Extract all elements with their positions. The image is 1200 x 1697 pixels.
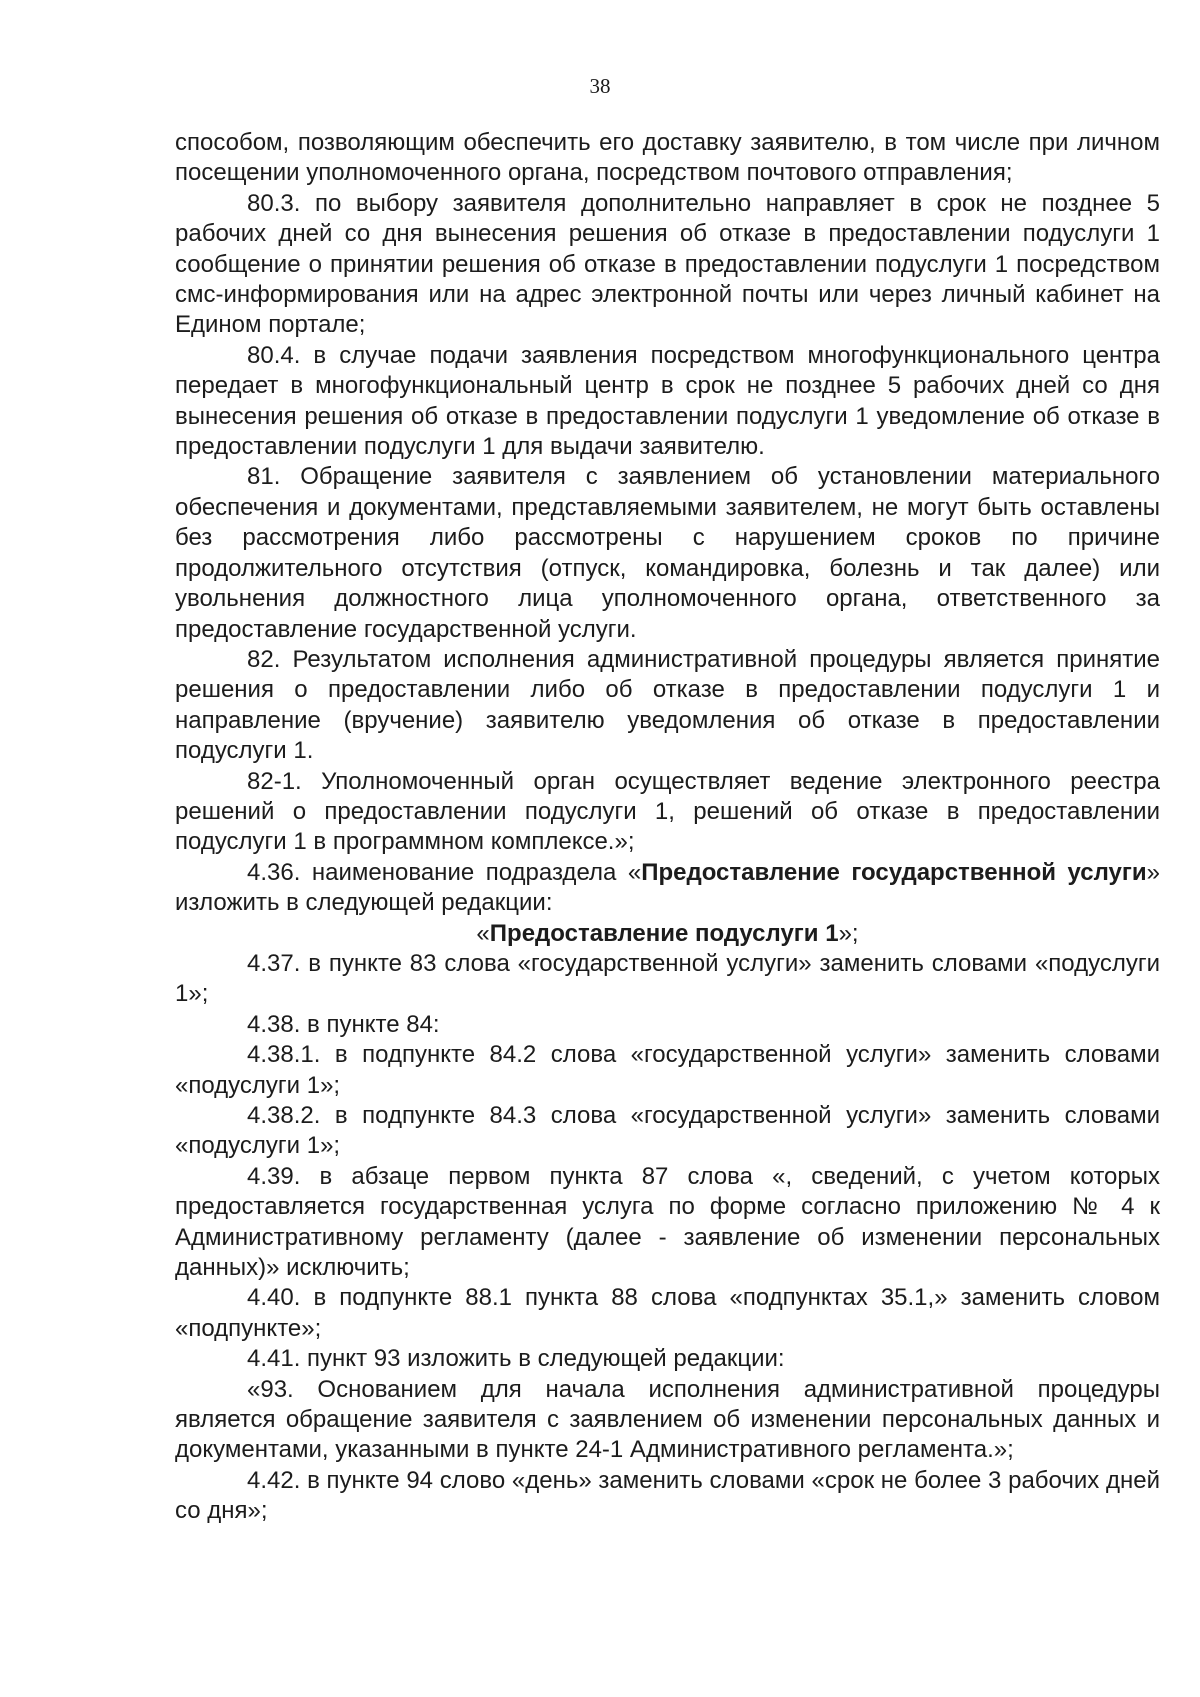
paragraph-82: 82. Результатом исполнения административной процедуры является принятие решения о предоставлении либо об отказе в предоставлении подуслуги 1 и направление (вручение) заявителю уведомления об отказе в предоставлении подуслуги 1. bbox=[175, 645, 1160, 765]
subsection-heading bbox=[175, 919, 1160, 949]
subsection-heading-bold: Предоставление подуслуги 1 bbox=[489, 919, 839, 947]
paragraph-93-quote: «93. Основанием для начала исполнения административной процедуры является обращение заявителя с заявлением об изменении персональных данных и документами, указанными в пункте 24-1 Административного регламента.»; bbox=[175, 1375, 1160, 1464]
paragraph-80-4: 80.4. в случае подачи заявления посредством многофункционального центра передает в многофункциональный центр в срок не позднее 5 рабочих дней со дня вынесения решения об отказе в предоставлении подуслуги 1 уведомление об отказе в предоставлении подуслуги 1 для выдачи заявителю. bbox=[175, 341, 1160, 461]
paragraph-82-1: 82-1. Уполномоченный орган осуществляет ведение электронного реестра решений о предоставлении подуслуги 1, решений об отказе в предоставлении подуслуги 1 в программном комплексе.»; bbox=[175, 767, 1160, 856]
paragraph-81: 81. Обращение заявителя с заявлением об установлении материального обеспечения и документами, представляемыми заявителем, не могут быть оставлены без рассмотрения либо рассмотрены с нарушением сроков по причине продолжительного отсутствия (отпуск, командировка, болезнь и так далее) или увольнения должностного лица уполномоченного органа, ответственного за предоставление государственной услуги. bbox=[175, 463, 1160, 643]
paragraph-continuation: способом, позволяющим обеспечить его доставку заявителю, в том числе при личном посещении уполномоченного органа, посредством почтового отправления; bbox=[175, 129, 1160, 187]
paragraph-4-38: 4.38. в пункте 84: bbox=[247, 1010, 440, 1038]
document-body bbox=[175, 128, 1160, 1527]
paragraph-4-42: 4.42. в пункте 94 слово «день» заменить словами «срок не более 3 рабочих дней со дня»; bbox=[175, 1466, 1160, 1525]
paragraph-4-36-text-before: 4.36. наименование подраздела « bbox=[247, 858, 642, 886]
subsection-heading-close: »; bbox=[838, 919, 859, 947]
paragraph-4-38-2: 4.38.2. в подпункте 84.3 слова «государственной услуги» заменить словами «подуслуги 1»; bbox=[175, 1102, 1160, 1160]
paragraph-4-41: 4.41. пункт 93 изложить в следующей редакции: bbox=[247, 1345, 785, 1373]
paragraph-4-36-bold-title: Предоставление государственной услуги bbox=[641, 858, 1147, 886]
paragraph-4-36 bbox=[175, 858, 1160, 919]
paragraph-4-39: 4.39. в абзаце первом пункта 87 слова «, сведений, с учетом которых предоставляется государственная услуга по форме согласно приложению № 4 к Административному регламенту (далее - заявление об изменении персональных данных)» исключить; bbox=[175, 1162, 1160, 1282]
paragraph-80-3: 80.3. по выбору заявителя дополнительно направляет в срок не позднее 5 рабочих дней со дня вынесения решения об отказе в предоставлении подуслуги 1 сообщение о принятии решения об отказе в предоставлении подуслуги 1 посредством смс-информирования или на адрес электронной почты или через личный кабинет на Едином портале; bbox=[175, 189, 1160, 339]
paragraph-4-38-1: 4.38.1. в подпункте 84.2 слова «государственной услуги» заменить словами «подуслуги 1»; bbox=[175, 1041, 1160, 1099]
subsection-heading-open-quote: « bbox=[476, 919, 490, 947]
paragraph-4-36-text-after: » изложить в следующей редакции: bbox=[175, 858, 1160, 917]
paragraph-4-40: 4.40. в подпункте 88.1 пункта 88 слова «подпунктах 35.1,» заменить словом «подпункте»; bbox=[175, 1284, 1160, 1342]
paragraph-4-37: 4.37. в пункте 83 слова «государственной услуги» заменить словами «подуслуги 1»; bbox=[175, 949, 1160, 1008]
page-number: 38 bbox=[589, 74, 611, 98]
